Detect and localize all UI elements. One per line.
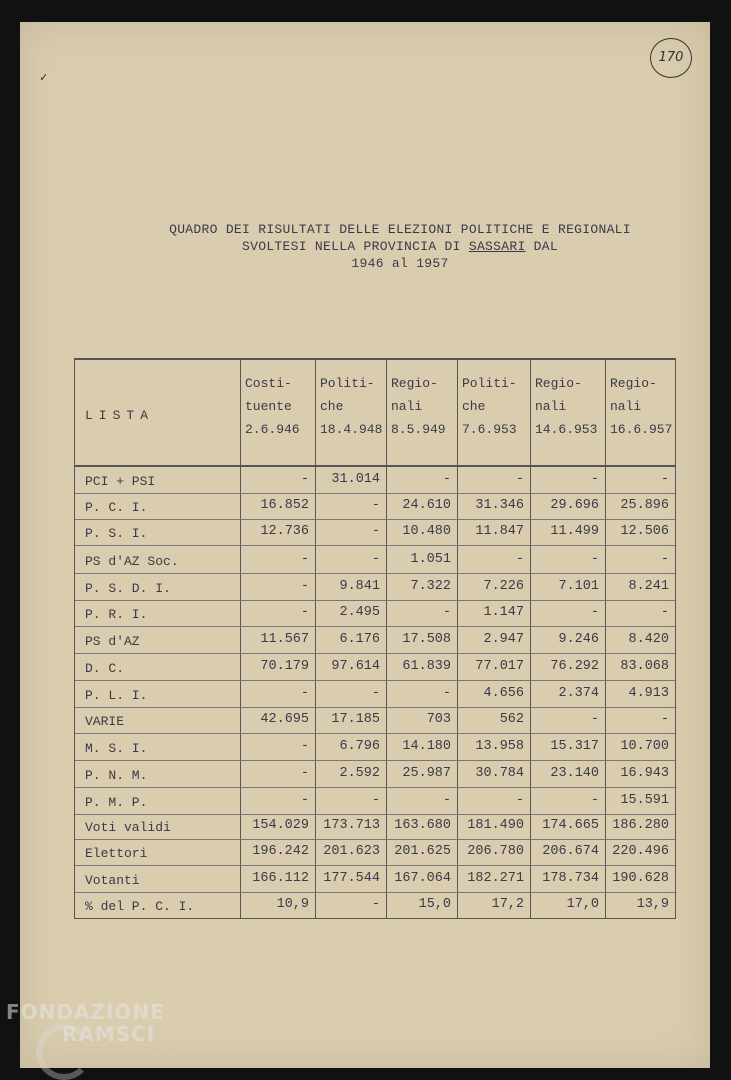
- column-divider: [386, 360, 387, 918]
- row-divider: [75, 573, 675, 574]
- title-province: SASSARI: [468, 239, 526, 254]
- table-cell: 17.508: [402, 632, 451, 647]
- results-table: [74, 358, 676, 919]
- table-cell: 4.913: [628, 686, 669, 701]
- table-cell: -: [300, 472, 309, 487]
- table-cell: 190.628: [612, 871, 669, 886]
- document-title-line2: [140, 239, 660, 254]
- table-cell: -: [590, 605, 599, 620]
- row-label: PCI + PSI: [85, 474, 156, 489]
- table-cell: 182.271: [467, 871, 524, 886]
- table-cell: 2.592: [339, 766, 380, 781]
- column-header-line3: 2.6.946: [245, 422, 300, 437]
- table-cell: 181.490: [467, 818, 524, 833]
- row-divider: [75, 814, 675, 815]
- row-divider: [75, 707, 675, 708]
- table-cell: 178.734: [542, 871, 599, 886]
- row-label: Elettori: [85, 846, 148, 861]
- table-cell: 11.567: [260, 632, 309, 647]
- table-cell: 10,9: [276, 897, 309, 912]
- row-label: P. N. M.: [85, 768, 148, 783]
- row-divider: [75, 760, 675, 761]
- table-cell: 174.665: [542, 818, 599, 833]
- column-divider: [240, 360, 241, 918]
- table-cell: 14.180: [402, 739, 451, 754]
- column-header-line3: 18.4.948: [320, 422, 383, 437]
- table-cell: 173.713: [323, 818, 380, 833]
- table-cell: 24.610: [402, 498, 451, 513]
- table-cell: 8.420: [628, 632, 669, 647]
- row-label: P. R. I.: [85, 607, 148, 622]
- row-divider: [75, 733, 675, 734]
- row-label: P. C. I.: [85, 500, 148, 515]
- table-cell: 15.317: [550, 739, 599, 754]
- document-title-line3: 1946 al 1957: [351, 256, 449, 271]
- table-cell: 42.695: [260, 712, 309, 727]
- table-cell: 4.656: [483, 686, 524, 701]
- table-cell: 31.014: [331, 472, 380, 487]
- table-cell: -: [590, 472, 599, 487]
- lista-header: LISTA: [85, 408, 155, 423]
- table-cell: 9.246: [558, 632, 599, 647]
- table-cell: 1.051: [410, 552, 451, 567]
- table-cell: -: [371, 498, 380, 513]
- table-cell: 177.544: [323, 871, 380, 886]
- row-label: % del P. C. I.: [85, 899, 195, 914]
- table-cell: 154.029: [252, 818, 309, 833]
- table-cell: 7.101: [558, 579, 599, 594]
- row-divider: [75, 787, 675, 788]
- column-header-line1: Regio-: [391, 376, 438, 391]
- table-cell: 167.064: [394, 871, 451, 886]
- row-divider: [75, 680, 675, 681]
- table-cell: 163.680: [394, 818, 451, 833]
- table-cell: 206.674: [542, 844, 599, 859]
- column-header: [462, 372, 517, 441]
- row-label: P. M. P.: [85, 795, 148, 810]
- table-cell: 8.241: [628, 579, 669, 594]
- row-divider: [75, 626, 675, 627]
- row-divider: [75, 465, 675, 467]
- row-label: P. S. D. I.: [85, 581, 171, 596]
- table-cell: 201.625: [394, 844, 451, 859]
- table-cell: 10.480: [402, 524, 451, 539]
- table-cell: -: [371, 524, 380, 539]
- table-cell: -: [590, 793, 599, 808]
- document-title-line1: QUADRO DEI RISULTATI DELLE ELEZIONI POLITICHE E REGIONALI: [169, 222, 631, 237]
- table-cell: -: [300, 686, 309, 701]
- row-label: Voti validi: [85, 820, 171, 835]
- table-cell: -: [660, 712, 669, 727]
- table-cell: -: [371, 897, 380, 912]
- table-cell: 186.280: [612, 818, 669, 833]
- table-cell: 25.896: [620, 498, 669, 513]
- table-cell: 2.947: [483, 632, 524, 647]
- column-header-line2: nali: [610, 399, 642, 414]
- table-cell: -: [515, 472, 524, 487]
- table-cell: 15,0: [418, 897, 451, 912]
- row-label: PS d'AZ: [85, 634, 140, 649]
- table-cell: 1.147: [483, 605, 524, 620]
- table-cell: -: [300, 552, 309, 567]
- table-cell: 2.374: [558, 686, 599, 701]
- table-cell: 562: [499, 712, 524, 727]
- column-header-line2: che: [462, 399, 486, 414]
- table-cell: 25.987: [402, 766, 451, 781]
- column-header-line2: nali: [535, 399, 567, 414]
- column-header-line2: tuente: [245, 399, 292, 414]
- table-cell: -: [442, 605, 451, 620]
- table-cell: 12.736: [260, 524, 309, 539]
- gramsci-logo-icon: [36, 1024, 92, 1080]
- table-cell: 7.226: [483, 579, 524, 594]
- column-header-line3: 14.6.953: [535, 422, 598, 437]
- table-cell: -: [300, 793, 309, 808]
- column-header-line2: nali: [391, 399, 423, 414]
- table-cell: 2.495: [339, 605, 380, 620]
- column-header: [320, 372, 382, 441]
- table-cell: 97.614: [331, 659, 380, 674]
- table-cell: -: [515, 793, 524, 808]
- table-cell: -: [590, 712, 599, 727]
- table-cell: 31.346: [475, 498, 524, 513]
- row-label: M. S. I.: [85, 741, 148, 756]
- table-cell: -: [442, 793, 451, 808]
- row-label: P. S. I.: [85, 526, 148, 541]
- column-header-line2: che: [320, 399, 344, 414]
- table-cell: 9.841: [339, 579, 380, 594]
- table-cell: 17,0: [566, 897, 599, 912]
- row-label: P. L. I.: [85, 688, 148, 703]
- column-header-line1: Regio-: [535, 376, 582, 391]
- fondazione-gramsci-watermark: [6, 1000, 206, 1052]
- watermark-line1: FONDAZIONE: [6, 1000, 165, 1024]
- row-label: VARIE: [85, 714, 125, 729]
- table-cell: 201.623: [323, 844, 380, 859]
- row-divider: [75, 519, 675, 520]
- watermark-line2: RAMSCI: [62, 1022, 156, 1046]
- row-label: D. C.: [85, 661, 125, 676]
- table-cell: 166.112: [252, 871, 309, 886]
- table-cell: -: [300, 579, 309, 594]
- table-cell: -: [300, 605, 309, 620]
- column-header-line3: 8.5.949: [391, 422, 446, 437]
- column-header-line3: 16.6.957: [610, 422, 673, 437]
- table-cell: 70.179: [260, 659, 309, 674]
- column-header: [391, 372, 446, 441]
- table-cell: 15.591: [620, 793, 669, 808]
- table-cell: -: [590, 552, 599, 567]
- table-cell: 13.958: [475, 739, 524, 754]
- check-mark-icon: ✓: [40, 71, 48, 85]
- table-cell: 220.496: [612, 844, 669, 859]
- row-divider: [75, 892, 675, 893]
- column-divider: [315, 360, 316, 918]
- title-line2-suffix: DAL: [525, 239, 558, 254]
- column-divider: [457, 360, 458, 918]
- page-number-stamp: 170: [650, 38, 692, 78]
- table-cell: 30.784: [475, 766, 524, 781]
- table-cell: 7.322: [410, 579, 451, 594]
- table-cell: 23.140: [550, 766, 599, 781]
- row-divider: [75, 865, 675, 866]
- table-cell: 703: [426, 712, 451, 727]
- table-cell: 206.780: [467, 844, 524, 859]
- table-cell: 17,2: [491, 897, 524, 912]
- table-cell: -: [371, 686, 380, 701]
- table-cell: -: [371, 793, 380, 808]
- row-divider: [75, 493, 675, 494]
- row-divider: [75, 600, 675, 601]
- row-label: PS d'AZ Soc.: [85, 554, 179, 569]
- table-cell: 29.696: [550, 498, 599, 513]
- column-header: [610, 372, 672, 441]
- table-cell: 13,9: [636, 897, 669, 912]
- table-cell: 61.839: [402, 659, 451, 674]
- table-cell: -: [660, 472, 669, 487]
- table-cell: 17.185: [331, 712, 380, 727]
- table-cell: 6.796: [339, 739, 380, 754]
- row-divider: [75, 545, 675, 546]
- column-header-line1: Regio-: [610, 376, 657, 391]
- title-line2-prefix: SVOLTESI NELLA PROVINCIA DI: [242, 239, 469, 254]
- column-divider: [530, 360, 531, 918]
- table-cell: 16.852: [260, 498, 309, 513]
- table-cell: 196.242: [252, 844, 309, 859]
- watermark-line3: onlus: [152, 1042, 177, 1052]
- table-cell: 11.847: [475, 524, 524, 539]
- row-divider: [75, 653, 675, 654]
- column-header-line1: Politi-: [320, 376, 375, 391]
- table-cell: -: [660, 552, 669, 567]
- table-cell: -: [371, 552, 380, 567]
- column-header: [245, 372, 300, 441]
- table-cell: -: [660, 605, 669, 620]
- column-header-line1: Costi-: [245, 376, 292, 391]
- table-cell: 76.292: [550, 659, 599, 674]
- column-header: [535, 372, 597, 441]
- table-cell: -: [300, 739, 309, 754]
- table-cell: 12.506: [620, 524, 669, 539]
- column-divider: [605, 360, 606, 918]
- row-divider: [75, 839, 675, 840]
- row-label: Votanti: [85, 873, 140, 888]
- table-cell: 77.017: [475, 659, 524, 674]
- table-cell: -: [442, 472, 451, 487]
- column-header-line1: Politi-: [462, 376, 517, 391]
- table-cell: 16.943: [620, 766, 669, 781]
- table-cell: -: [300, 766, 309, 781]
- column-header-line3: 7.6.953: [462, 422, 517, 437]
- table-cell: -: [515, 552, 524, 567]
- table-cell: -: [442, 686, 451, 701]
- table-cell: 6.176: [339, 632, 380, 647]
- table-cell: 83.068: [620, 659, 669, 674]
- table-cell: 10.700: [620, 739, 669, 754]
- table-cell: 11.499: [550, 524, 599, 539]
